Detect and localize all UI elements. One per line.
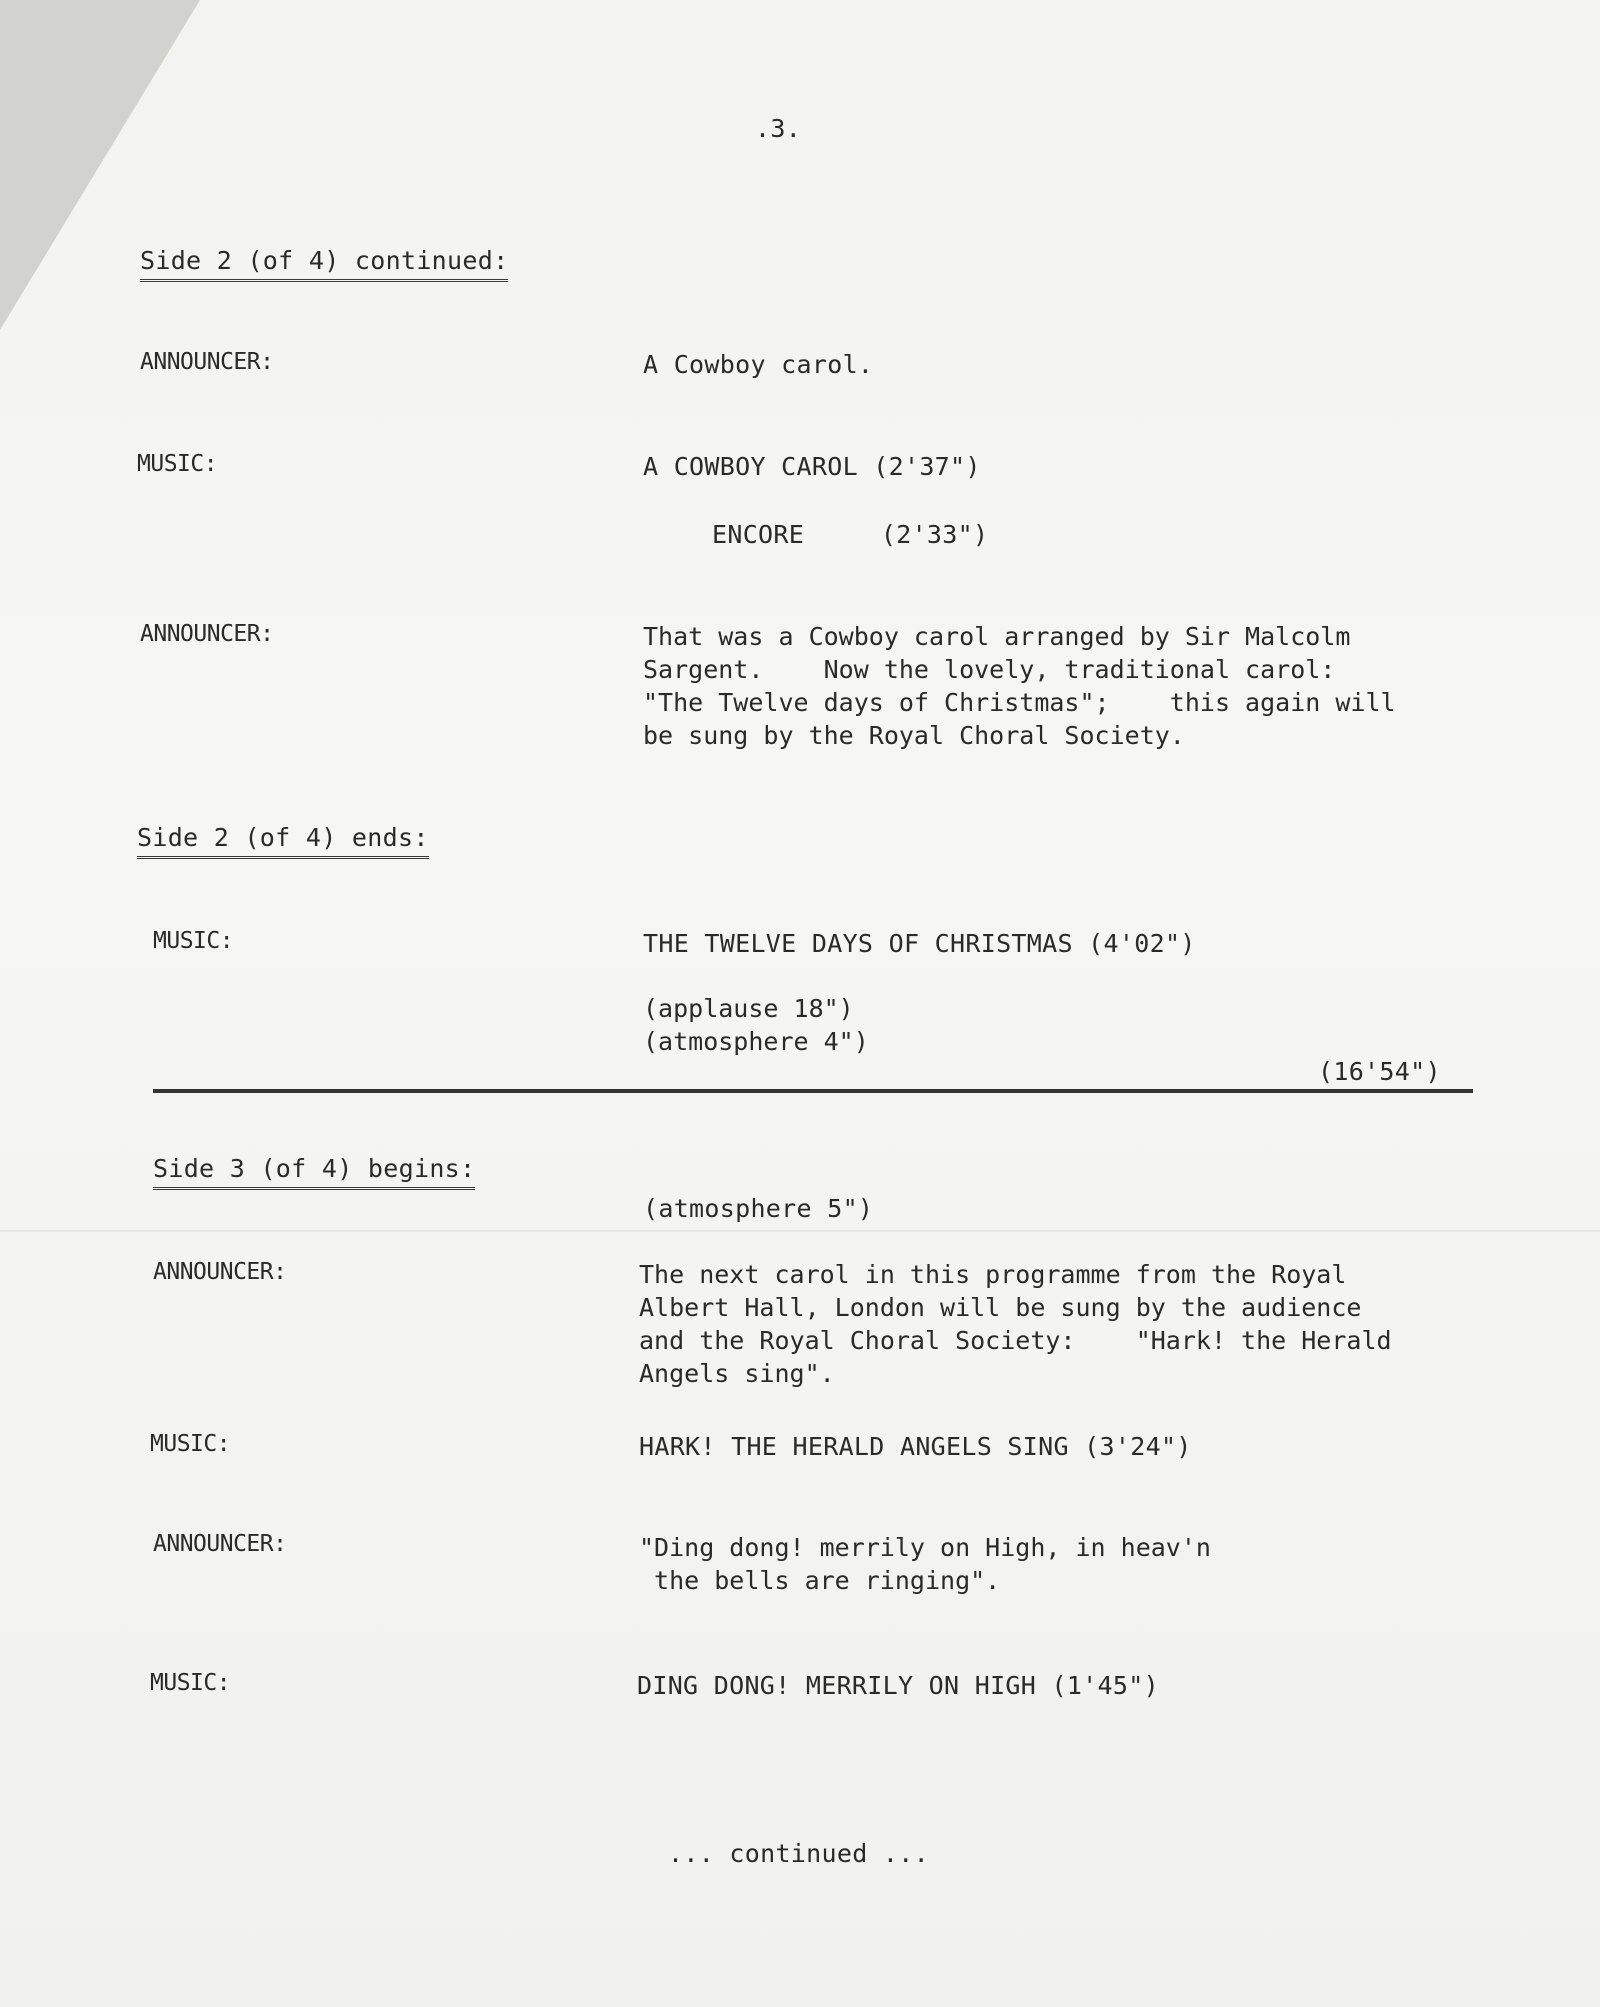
cue-label-music-1: MUSIC: <box>137 451 218 477</box>
cue-text-announcer-4 <box>639 1531 1211 1597</box>
section-heading-side3-begins: Side 3 (of 4) begins: <box>153 1152 475 1190</box>
text-line: The next carol in this programme from the Royal <box>639 1260 1347 1289</box>
text-line: Albert Hall, London will be sung by the audience <box>639 1293 1362 1322</box>
page-number: .3. <box>755 114 802 143</box>
text-line: "Ding dong! merrily on High, in heav'n <box>639 1533 1211 1562</box>
cue-text-music-3: HARK! THE HERALD ANGELS SING (3'24") <box>639 1432 1192 1461</box>
text-line: Angels sing". <box>639 1359 835 1388</box>
side-running-time: (16'54") <box>1318 1057 1441 1086</box>
cue-text-announcer-3 <box>639 1258 1392 1390</box>
text-line: (atmosphere 4") <box>643 1027 869 1056</box>
cue-text-music-4: DING DONG! MERRILY ON HIGH (1'45") <box>637 1671 1159 1700</box>
side-divider-rule <box>153 1089 1473 1093</box>
cue-label-music-4: MUSIC: <box>150 1670 231 1696</box>
text-line: and the Royal Choral Society: "Hark! the Herald <box>639 1326 1392 1355</box>
cue-text-announcer-1: A Cowboy carol. <box>643 350 874 379</box>
cue-label-announcer-1: ANNOUNCER: <box>140 349 274 375</box>
cue-label-announcer-3: ANNOUNCER: <box>153 1259 287 1285</box>
cue-notes-music-2 <box>643 992 869 1058</box>
text-line: "The Twelve days of Christmas"; this again will <box>643 688 1396 717</box>
text-line: be sung by the Royal Choral Society. <box>643 721 1185 750</box>
cue-label-music-2: MUSIC: <box>153 928 234 954</box>
text-line: Sargent. Now the lovely, traditional carol: <box>643 655 1336 684</box>
text-line: (applause 18") <box>643 994 854 1023</box>
paper-fold-crease <box>0 1230 1600 1232</box>
section-heading-side2-ends: Side 2 (of 4) ends: <box>137 821 429 859</box>
continued-footer: ... continued ... <box>668 1839 929 1868</box>
cue-text-music-2: THE TWELVE DAYS OF CHRISTMAS (4'02") <box>643 929 1196 958</box>
section-heading-side2-continued: Side 2 (of 4) continued: <box>140 244 508 282</box>
text-line: That was a Cowboy carol arranged by Sir Malcolm <box>643 622 1351 651</box>
cue-text-music-1: A COWBOY CAROL (2'37") <box>643 452 981 481</box>
cue-label-announcer-2: ANNOUNCER: <box>140 621 274 647</box>
cue-text-encore: ENCORE (2'33") <box>712 520 989 549</box>
cue-label-music-3: MUSIC: <box>150 1431 231 1457</box>
cue-label-announcer-4: ANNOUNCER: <box>153 1531 287 1557</box>
cue-text-announcer-2 <box>643 620 1396 752</box>
text-line: the bells are ringing". <box>639 1566 1001 1595</box>
section-3-atmosphere-note: (atmosphere 5") <box>643 1194 874 1223</box>
